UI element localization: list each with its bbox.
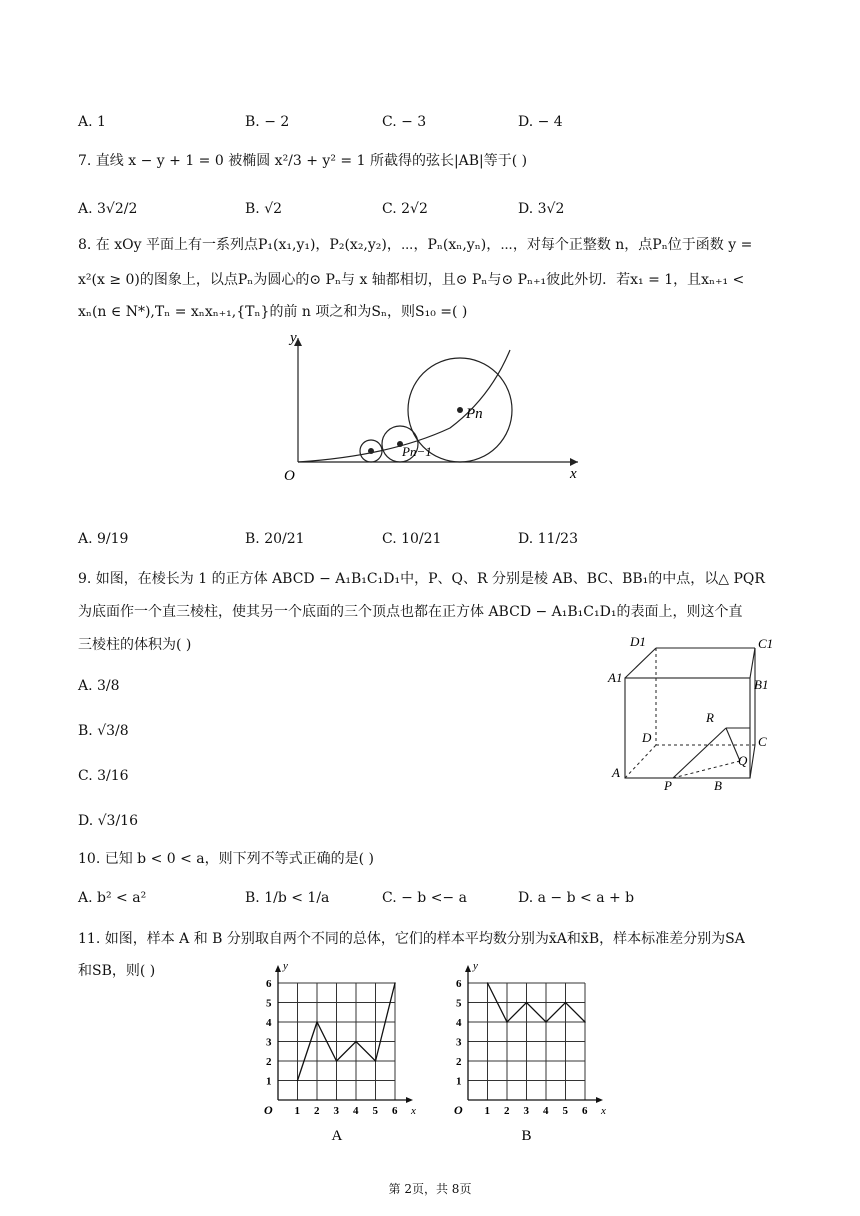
q10-stem: 10. 已知 b < 0 < a，则下列不等式正确的是( ): [78, 851, 375, 867]
q8-option-a: A. 9/19: [78, 531, 129, 547]
x-tick-label: 6: [392, 1105, 398, 1117]
q10-option-c: C. − b <− a: [382, 890, 467, 906]
q9-fig-label-r: R: [706, 710, 714, 725]
q9-cube-figure: [600, 632, 790, 792]
y-tick-label: 6: [266, 978, 272, 990]
q8-fig-pn-label: Pn: [466, 406, 483, 422]
data-point: [545, 1021, 547, 1023]
x-tick-label: 3: [523, 1105, 529, 1117]
y-tick-label: 4: [266, 1017, 272, 1029]
q8-line-2: x²(x ≥ 0)的图象上，以点Pₙ为圆心的⊙ Pₙ与 x 轴都相切，且⊙ Pₙ与⊙ Pₙ₊₁彼此外切．若x₁ = 1，且xₙ₊₁ <: [78, 272, 745, 288]
origin-label: O: [264, 1103, 273, 1117]
q7-stem: 7. 直线 x − y + 1 = 0 被椭圆 x²/3 + y² = 1 所截得的弦长|AB|等于( ): [78, 153, 528, 169]
q6-option-a: A. 1: [78, 114, 106, 130]
y-tick-label: 5: [456, 997, 462, 1010]
x-tick-label: 1: [294, 1105, 300, 1117]
chart-title: B: [521, 1128, 532, 1144]
y-tick-label: 6: [456, 978, 462, 990]
y-tick-label: 2: [266, 1056, 272, 1068]
data-point: [375, 1060, 377, 1062]
data-point: [506, 1021, 508, 1023]
x-tick-label: 3: [333, 1105, 339, 1117]
q10-option-a: A. b² < a²: [78, 890, 147, 906]
q11-line-2: 和SB，则( ): [78, 963, 156, 979]
q9-option-d: D. √3/16: [78, 813, 138, 829]
data-point: [584, 1021, 586, 1023]
q9-fig-label-b1: B1: [754, 677, 769, 692]
origin-label: O: [454, 1103, 463, 1117]
x-axis-label: x: [601, 1105, 606, 1117]
q11-chart-b: [440, 958, 610, 1148]
q8-option-b: B. 20/21: [245, 531, 305, 547]
data-point: [297, 1080, 299, 1082]
data-point: [565, 1002, 567, 1004]
x-axis-arrow: [596, 1097, 603, 1103]
q10-option-b: B. 1/b < 1/a: [245, 890, 330, 906]
q6-option-d: D. − 4: [518, 114, 563, 130]
y-tick-label: 5: [266, 997, 272, 1010]
q8-fig-y-label: y: [290, 330, 297, 346]
q8-fig-pn1-label: Pn−1: [402, 444, 432, 459]
x-tick-label: 1: [484, 1105, 490, 1117]
q9-fig-label-p: P: [664, 778, 672, 792]
q9-option-c: C. 3/16: [78, 768, 129, 784]
q9-fig-label-q: Q: [738, 753, 748, 768]
q7-option-d: D. 3√2: [518, 201, 565, 217]
data-point: [316, 1021, 318, 1023]
y-axis-arrow: [465, 965, 471, 972]
y-tick-label: 4: [456, 1017, 462, 1029]
data-point: [394, 982, 396, 984]
x-axis-arrow: [406, 1097, 413, 1103]
page-footer: 第 2页，共 8页: [388, 1182, 472, 1196]
q9-line-3: 三棱柱的体积为( ): [78, 637, 192, 653]
x-tick-label: 4: [543, 1105, 549, 1117]
q9-fig-label-d: D: [642, 730, 652, 745]
q8-line-3: xₙ(n ∈ N*),Tₙ = xₙxₙ₊₁,{Tₙ}的前 n 项之和为Sₙ，则S₁₀ =( ): [78, 304, 468, 320]
q8-line-1: 8. 在 xOy 平面上有一系列点P₁(x₁,y₁)，P₂(x₂,y₂)，⋯，Pₙ(xₙ,yₙ)，⋯，对每个正整数 n，点Pₙ位于函数 y =: [78, 237, 753, 253]
q9-option-a: A. 3/8: [78, 678, 120, 694]
q6-option-c: C. − 3: [382, 114, 427, 130]
x-tick-label: 2: [504, 1105, 510, 1117]
q11-line-1: 11. 如图，样本 A 和 B 分别取自两个不同的总体，它们的样本平均数分别为x̄A和x̄B，样本标准差分别为SA: [78, 931, 745, 947]
q9-option-b: B. √3/8: [78, 723, 129, 739]
data-point: [336, 1060, 338, 1062]
q9-fig-label-d1: D1: [630, 634, 646, 649]
x-tick-label: 5: [562, 1105, 568, 1117]
q9-fig-label-a1: A1: [608, 670, 623, 685]
x-axis-label: x: [411, 1105, 416, 1117]
q9-fig-label-b: B: [714, 778, 722, 792]
q8-option-c: C. 10/21: [382, 531, 442, 547]
q8-fig-origin-label: O: [284, 468, 295, 484]
x-tick-label: 4: [353, 1105, 359, 1117]
q9-fig-label-c: C: [758, 734, 767, 749]
y-tick-label: 3: [266, 1036, 272, 1049]
y-axis-arrow: [275, 965, 281, 972]
q7-option-a: A. 3√2/2: [78, 201, 138, 217]
q9-fig-label-a: A: [612, 765, 620, 780]
data-point: [487, 982, 489, 984]
q8-circles-figure: [270, 328, 590, 488]
q7-option-c: C. 2√2: [382, 201, 428, 217]
y-tick-label: 1: [266, 1075, 272, 1088]
data-point: [526, 1002, 528, 1004]
q9-fig-label-c1: C1: [758, 636, 774, 651]
q8-fig-x-label: x: [570, 466, 577, 482]
y-tick-label: 2: [456, 1056, 462, 1068]
data-point: [355, 1041, 357, 1043]
q9-line-2: 为底面作一个直三棱柱，使其另一个底面的三个顶点也都在正方体 ABCD − A₁B₁C₁D₁的表面上，则这个直: [78, 604, 743, 620]
x-tick-label: 2: [314, 1105, 320, 1117]
chart-title: A: [331, 1128, 343, 1144]
q11-chart-a: [250, 958, 420, 1148]
q10-option-d: D. a − b < a + b: [518, 890, 635, 906]
y-tick-label: 3: [456, 1036, 462, 1049]
q6-option-b: B. − 2: [245, 114, 290, 130]
x-tick-label: 6: [582, 1105, 588, 1117]
y-axis-label: y: [473, 960, 478, 972]
y-tick-label: 1: [456, 1075, 462, 1088]
x-tick-label: 5: [372, 1105, 378, 1117]
q9-line-1: 9. 如图，在棱长为 1 的正方体 ABCD − A₁B₁C₁D₁中，P、Q、R 分别是棱 AB、BC、BB₁的中点，以△ PQR: [78, 571, 765, 587]
y-axis-label: y: [283, 960, 288, 972]
series-line: [298, 983, 396, 1081]
q7-option-b: B. √2: [245, 201, 283, 217]
q8-option-d: D. 11/23: [518, 531, 578, 547]
